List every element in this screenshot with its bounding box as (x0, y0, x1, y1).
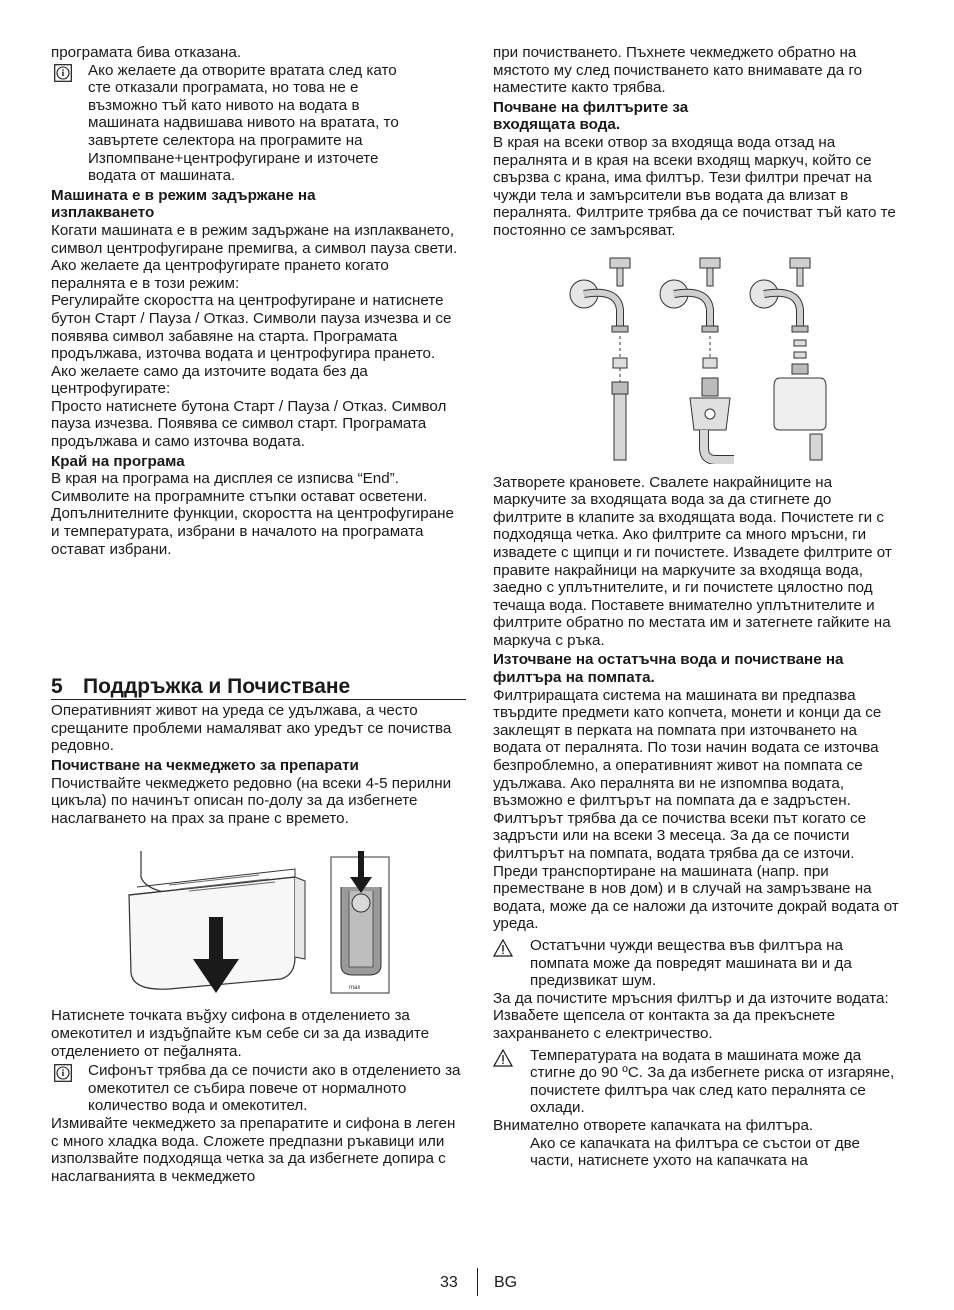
warning-icon (493, 939, 513, 957)
heading-inlet-filters: Почване на филтърите за входящата вода. (493, 98, 689, 134)
inlet-filter-illustration (558, 248, 838, 464)
info-note (51, 1062, 466, 1115)
heading-program-end: Край на програма (51, 452, 185, 470)
warning-text: Температурата на водата в машината може да стигне до 90 ºС. За да избегнете риска от изгаряне, почистете филтъра чак след като пералнята се охлади. (530, 1046, 895, 1117)
paragraph: Регулирайте скоростта на центрофугиране и натиснете бутон Старт / Пауза / Отказ. Символи пауза изчезва и се появява символ забавяне на старта. Програмата продължава, източва водата и центрофугира прането. (51, 292, 452, 363)
paragraph: Ако се капачката на филтъра се състои от две части, натиснете ухото на капачката на (530, 1134, 860, 1170)
left-column (51, 44, 466, 1185)
paragraph: Филтриращата система на машината ви предпазва твърдите предмети като копчета, монети и конци да се заклещят в перката на помпата при източването на водата от пералнята. По този начин водата се източва безпроблемно, а оперативният живот на помпата се удължава. Ако пералнята ви не изпомпва водата, възможно е филтърът на помпата да е задръстен. Филтърът трябва да се почиства всеки път когато се задръсти или на всеки 3 месеца. За да се почисти филтърът на помпата, водата трябва да се източи. Преди транспортиране на машината (напр. при преместване в нов дом) и в случай на замръзване на водата, може да се наложи да източите докрай водата от уреда. (493, 686, 899, 933)
heading-drawer: Почистване на чекмеджето за препарати (51, 757, 359, 774)
paragraph: Просто натиснете бутона Старт / Пауза / Отказ. Символ пауза изчезва. Появява се символ старт. Програмата продължава и само източва водата. (51, 397, 447, 451)
tap-2 (660, 258, 734, 460)
max-label: max (348, 985, 360, 992)
page-number: 33 (440, 1274, 458, 1291)
heading-rinse-hold: Машината е в режим задържане на изплакването (51, 186, 316, 222)
paragraph: Когати машината е в режим задържане на изплакването, символ центрофугиране премигва, а символ пауза свети. (51, 221, 458, 257)
paragraph: Почиствайте чекмеджето редовно (на всеки 4-5 перилни цикъла) по начинът описан по-долу за да избегнете наслагването на прах за пране с времето. (51, 774, 452, 827)
info-note (51, 62, 466, 185)
right-column (493, 44, 903, 1170)
section-number: 5 (51, 675, 63, 699)
tap-1 (570, 258, 630, 460)
paragraph: В края на всеки отвор за входяща вода отзад на пералнята и в края на всеки входящ маркуч, който се свързва с крана, има филтър. Тези филтри пречат на чужди тела и замърсители във водата да влизат в пералнята. Филтрите трябва да се почистват тъй като те постоянно се замърсяват. (493, 133, 896, 239)
section-heading: Поддръжка и Почистване (83, 675, 351, 699)
paragraph: Внимателно отворете капачката на филтъра. (493, 1116, 814, 1134)
warning-text: Остатъчни чужди вещества във филтъра на помпата може да повредят машината ви и да предизвикат шум. (530, 936, 852, 990)
paragraph: при почистването. Пъхнете чекмеджето обратно на мястото му след почистването като внимавате да го наместите както трябва. (493, 44, 863, 97)
paragraph: Натиснете точката въğху сифона в отделението за омекотител и издъğпайте към себе си за да извадите отделението от пеğалнята. (51, 1007, 430, 1060)
info-icon (54, 64, 72, 82)
warning-note (493, 1047, 903, 1117)
warning-icon (493, 1049, 513, 1067)
paragraph: За да почистите мръсния филтър и да източите водата: (493, 989, 889, 1007)
section-title (51, 675, 466, 700)
note-text: Ако желаете да отворите вратата след като сте отказали програмата, но това не е възможно тъй като нивото на водата в машината надвишава нивото на вратата, то завъртете селектора на програмите на Изпомпване+центрофугиране и източете водата от машината. (88, 61, 399, 185)
language-code: BG (494, 1274, 518, 1291)
paragraph: В края на програма на дисплея се изписва “End”. Символите на програмните стъпки остават осветени. Допълнителните функции, скоростта на центрофугиране и температурата, избрани в началото на програмата остават избрани. (51, 470, 455, 558)
paragraph: Измивайте чекмеджето за препаратите и сифона в леген с много хладка вода. Сложете предпазни ръкавици или използвайте подходяща четка за да избегнете допира с наслагванията в чекмеджето (51, 1114, 456, 1185)
note-text: Сифонът трябва да се почисти ако в отделението за омекотител се събира повече от нормалното количество вода и омекотител. (88, 1062, 461, 1115)
detergent-drawer-illustration (109, 847, 409, 997)
heading-pump-filter: Източване на остатъчна вода и почистване на филтъра на помпата. (493, 651, 844, 687)
paragraph: Изваδете щепсела от контакта за да прекъснете захранването с електричество. (493, 1007, 836, 1042)
info-icon (54, 1064, 72, 1082)
paragraph: програмата бива отказана. (51, 44, 242, 61)
paragraph: Ако желаете само да източите водата без да центрофугирате: (51, 362, 368, 398)
paragraph: Оперативният живот на уреда се удължава, а често срещаните проблеми намаляват ако уредът се почиства редовно. (51, 702, 452, 755)
warning-note (493, 937, 903, 990)
paragraph: Затворете крановете. Свалете накрайниците на маркучите за входящата вода за да стигнете до филтрите в клапите за входящата вода. Почистете ги с подходяща четка. Ако филтрите са много мръсни, ги извадете с щипци и ги почистете. Извадете филтрите от правите накрайници на маркучите за входяща вода, заедно с уплътнителите, и ги почистете цялостно под течаща вода. Поставете внимателно уплътнителите и филтрите обратно по местата им и затегнете гайките на маркуча с ръка. (493, 473, 892, 649)
footer-divider (477, 1268, 478, 1296)
tap-3 (750, 258, 826, 460)
paragraph: Ако желаете да центрофугирате прането когато пералнята е в този режим: (51, 257, 389, 292)
